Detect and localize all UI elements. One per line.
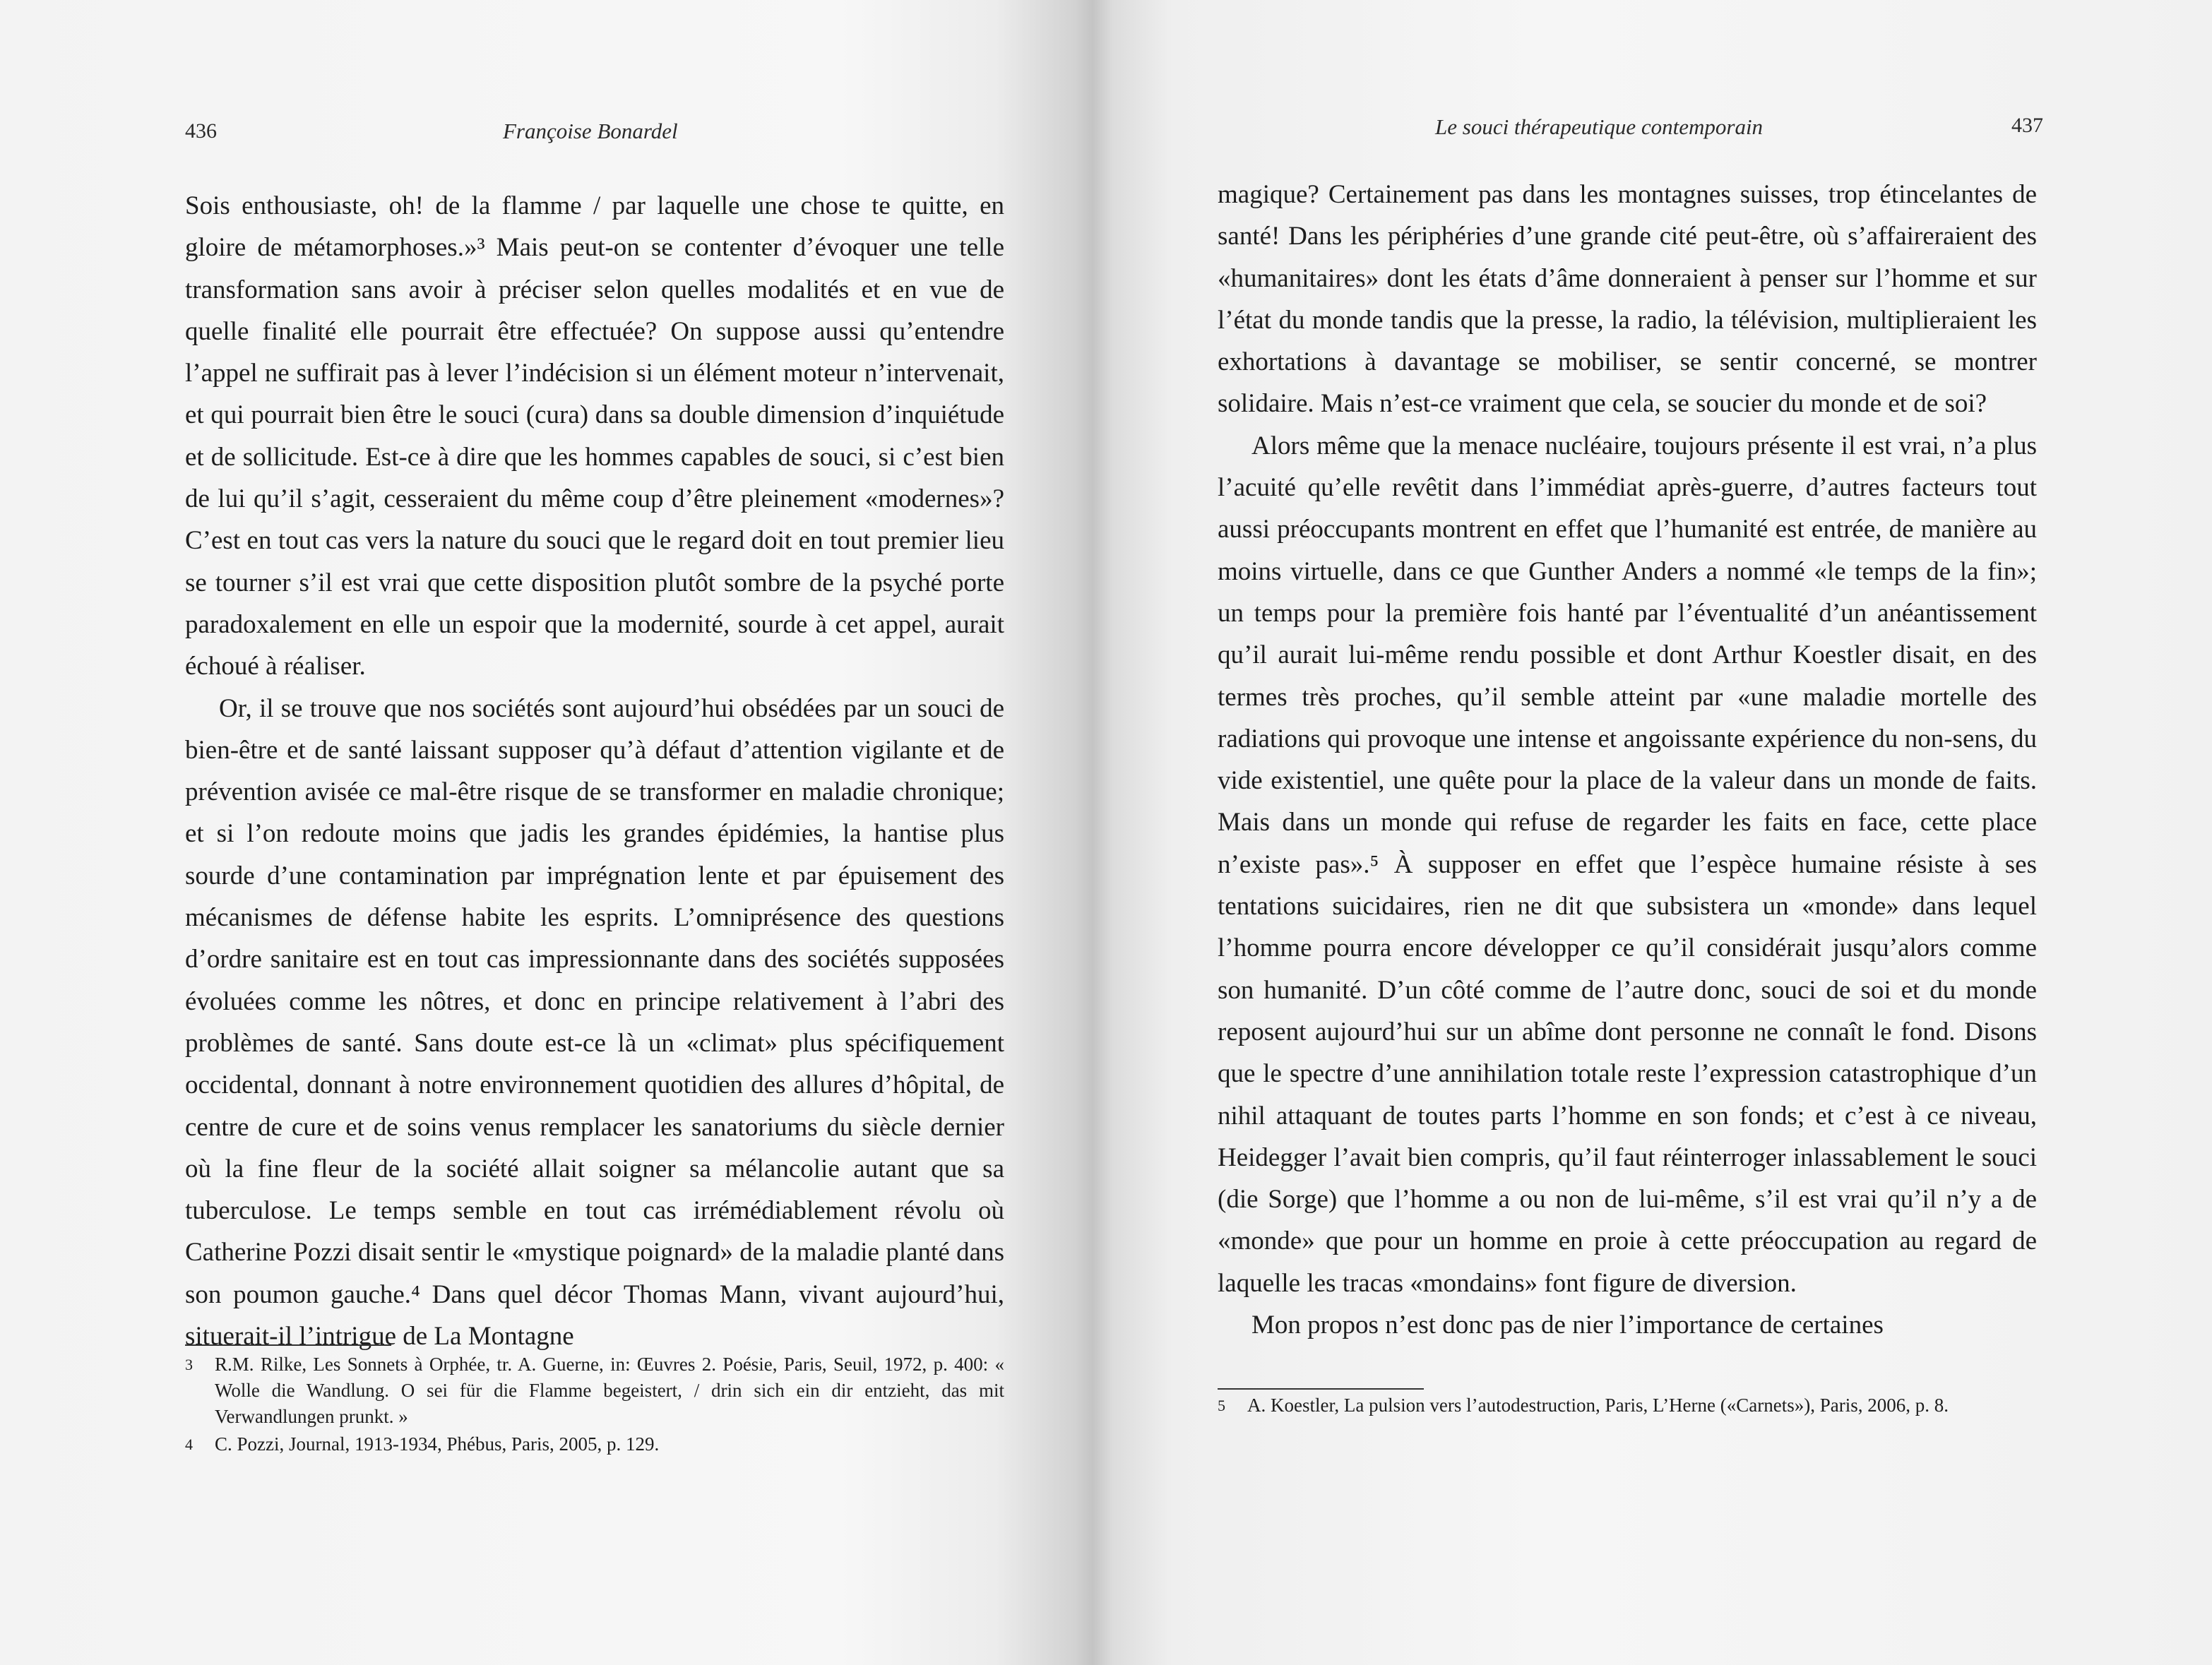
footnote-text: R.M. Rilke, Les Sonnets à Orphée, tr. A. Guerne, in: Œuvres 2. Poésie, Paris, Seuil, 1972, p. 400: « Wolle die Wandlung. O sei für die Flamme begeistert, / drin sich ein dir entzieht, das mit Verwandlungen prunkt. »: [215, 1354, 1004, 1427]
body-text: [1218, 174, 2037, 1346]
footnote-text: A. Koestler, La pulsion vers l’autodestruction, Paris, L’Herne («Carnets»), Paris, 2006, p. 8.: [1247, 1395, 1949, 1416]
body-text: [185, 185, 1004, 1357]
running-head: Françoise Bonardel: [503, 119, 678, 143]
page-number: 437: [2011, 114, 2043, 137]
paragraph: Or, il se trouve que nos sociétés sont aujourd’hui obsédées par un souci de bien-être et de santé laissant supposer qu’à défaut d’attention vigilante et de prévention avisée ce mal-être risque de se transformer en maladie chronique; et si l’on redoute moins que jadis les grandes épidémies, la hantise plus sourde d’une contamination par imprégnation lente et par épuisement des mécanismes de défense habite les esprits. L’omniprésence des questions d’ordre sanitaire est en tout cas impressionnante dans des sociétés supposées évoluées comme les nôtres, et donc en principe relativement à l’abri des problèmes de santé. Sans doute est-ce là un «climat» plus spécifiquement occidental, donnant à notre environnement quotidien des allures d’hôpital, de centre de cure et de soins venus remplacer les sanatoriums du siècle dernier où la fine fleur de la société allait soigner sa mélancolie autant que sa tuberculose. Le temps semble en tout cas irrémédiablement révolu où Catherine Pozzi disait sentir le «mystique poignard» de la maladie planté dans son poumon gauche.⁴ Dans quel décor Thomas Mann, vivant aujourd’hui, situerait-il l’intrigue de La Montagne: [185, 693, 1004, 1351]
footnote-text: C. Pozzi, Journal, 1913-1934, Phébus, Paris, 2005, p. 129.: [215, 1433, 660, 1455]
footnote: [1218, 1392, 2037, 1419]
footnote-number: 5: [1218, 1397, 1225, 1414]
footnote-rule: [1218, 1388, 1424, 1390]
footnotes: [185, 1351, 1004, 1459]
paragraph: Sois enthousiaste, oh! de la flamme / par laquelle une chose te quitte, en gloire de métamorphoses.»³ Mais peut-on se contenter d’évoquer une telle transformation sans avoir à préciser selon quelles modalités et en vue de quelle finalité elle pourrait être effectuée? On suppose aussi qu’entendre l’appel ne suffirait pas à lever l’indécision si un élément moteur n’intervenait, et qui pourrait bien être le souci (cura) dans sa double dimension d’inquiétude et de sollicitude. Est-ce à dire que les hommes capables de souci, si c’est bien de lui qu’il s’agit, cesseraient du même coup d’être pleinement «modernes»? C’est en tout cas vers la nature du souci que le regard doit en tout premier lieu se tourner s’il est vrai que cette disposition plutôt sombre de la psyché porte paradoxalement en elle un espoir que la modernité, sourde à cet appel, aurait échoué à réaliser.: [185, 191, 1004, 681]
right-page: [1106, 0, 2212, 1665]
footnote-number: 3: [185, 1356, 193, 1373]
footnote-number: 4: [185, 1436, 193, 1453]
footnotes: [1218, 1392, 2037, 1420]
paragraph: Mon propos n’est donc pas de nier l’importance de certaines: [1251, 1311, 1884, 1340]
footnote: [185, 1351, 1004, 1430]
footnote: [185, 1431, 1004, 1457]
page-number: 436: [185, 119, 217, 143]
footnote-rule: [185, 1344, 391, 1346]
running-head: Le souci thérapeutique contemporain: [1435, 114, 1764, 139]
paragraph: Alors même que la menace nucléaire, toujours présente il est vrai, n’a plus l’acuité qu’elle revêtit dans l’immédiat après-guerre, d’autres facteurs tout aussi préoccupants montrent en effet que l’humanité est entrée, de manière au moins virtuelle, dans ce que Gunther Anders a nommé «le temps de la fin»; un temps pour la première fois hanté par l’éventualité d’un anéantissement qu’il aurait lui-même rendu possible et dont Arthur Koestler disait, en des termes très proches, qu’il semble atteint par «une maladie mortelle des radiations qui provoque une intense et angoissante expérience du non-sens, du vide existentiel, une quête pour la place de la valeur dans un monde de faits. Mais dans un monde qui refuse de regarder les faits en face, cette place n’existe pas».⁵ À supposer en effet que l’espèce humaine résiste à ses tentations suicidaires, rien ne dit que subsistera un «monde» dans lequel l’homme pourra encore développer ce qu’il considérait jusqu’alors comme son humanité. D’un côté comme de l’autre donc, souci de soi et du monde reposent aujourd’hui sur un abîme dont personne ne connaît le fond. Disons que le spectre d’une annihilation totale reste l’expression catastrophique d’un nihil attaquant de toutes parts l’homme en son fonds; et c’est à ce niveau, Heidegger l’avait bien compris, qu’il faut réinterroger inlassablement le souci (die Sorge) que l’homme a ou non de lui-même, s’il est vrai qu’il n’y a de «monde» que pour un homme en proie à cette préoccupation au regard de laquelle les tracas «mondains» font figure de diversion.: [1218, 431, 2037, 1298]
paragraph: magique? Certainement pas dans les montagnes suisses, trop étincelantes de santé! Dans les périphéries d’une grande cité peut-être, où s’affaireraient des «humanitaires» dont les états d’âme donneraient à penser sur l’homme et sur l’état du monde tandis que la presse, la radio, la télévision, multiplieraient les exhortations à davantage se mobiliser, se sentir concerné, se montrer solidaire. Mais n’est-ce vraiment que cela, se soucier du monde et de soi?: [1218, 180, 2037, 419]
